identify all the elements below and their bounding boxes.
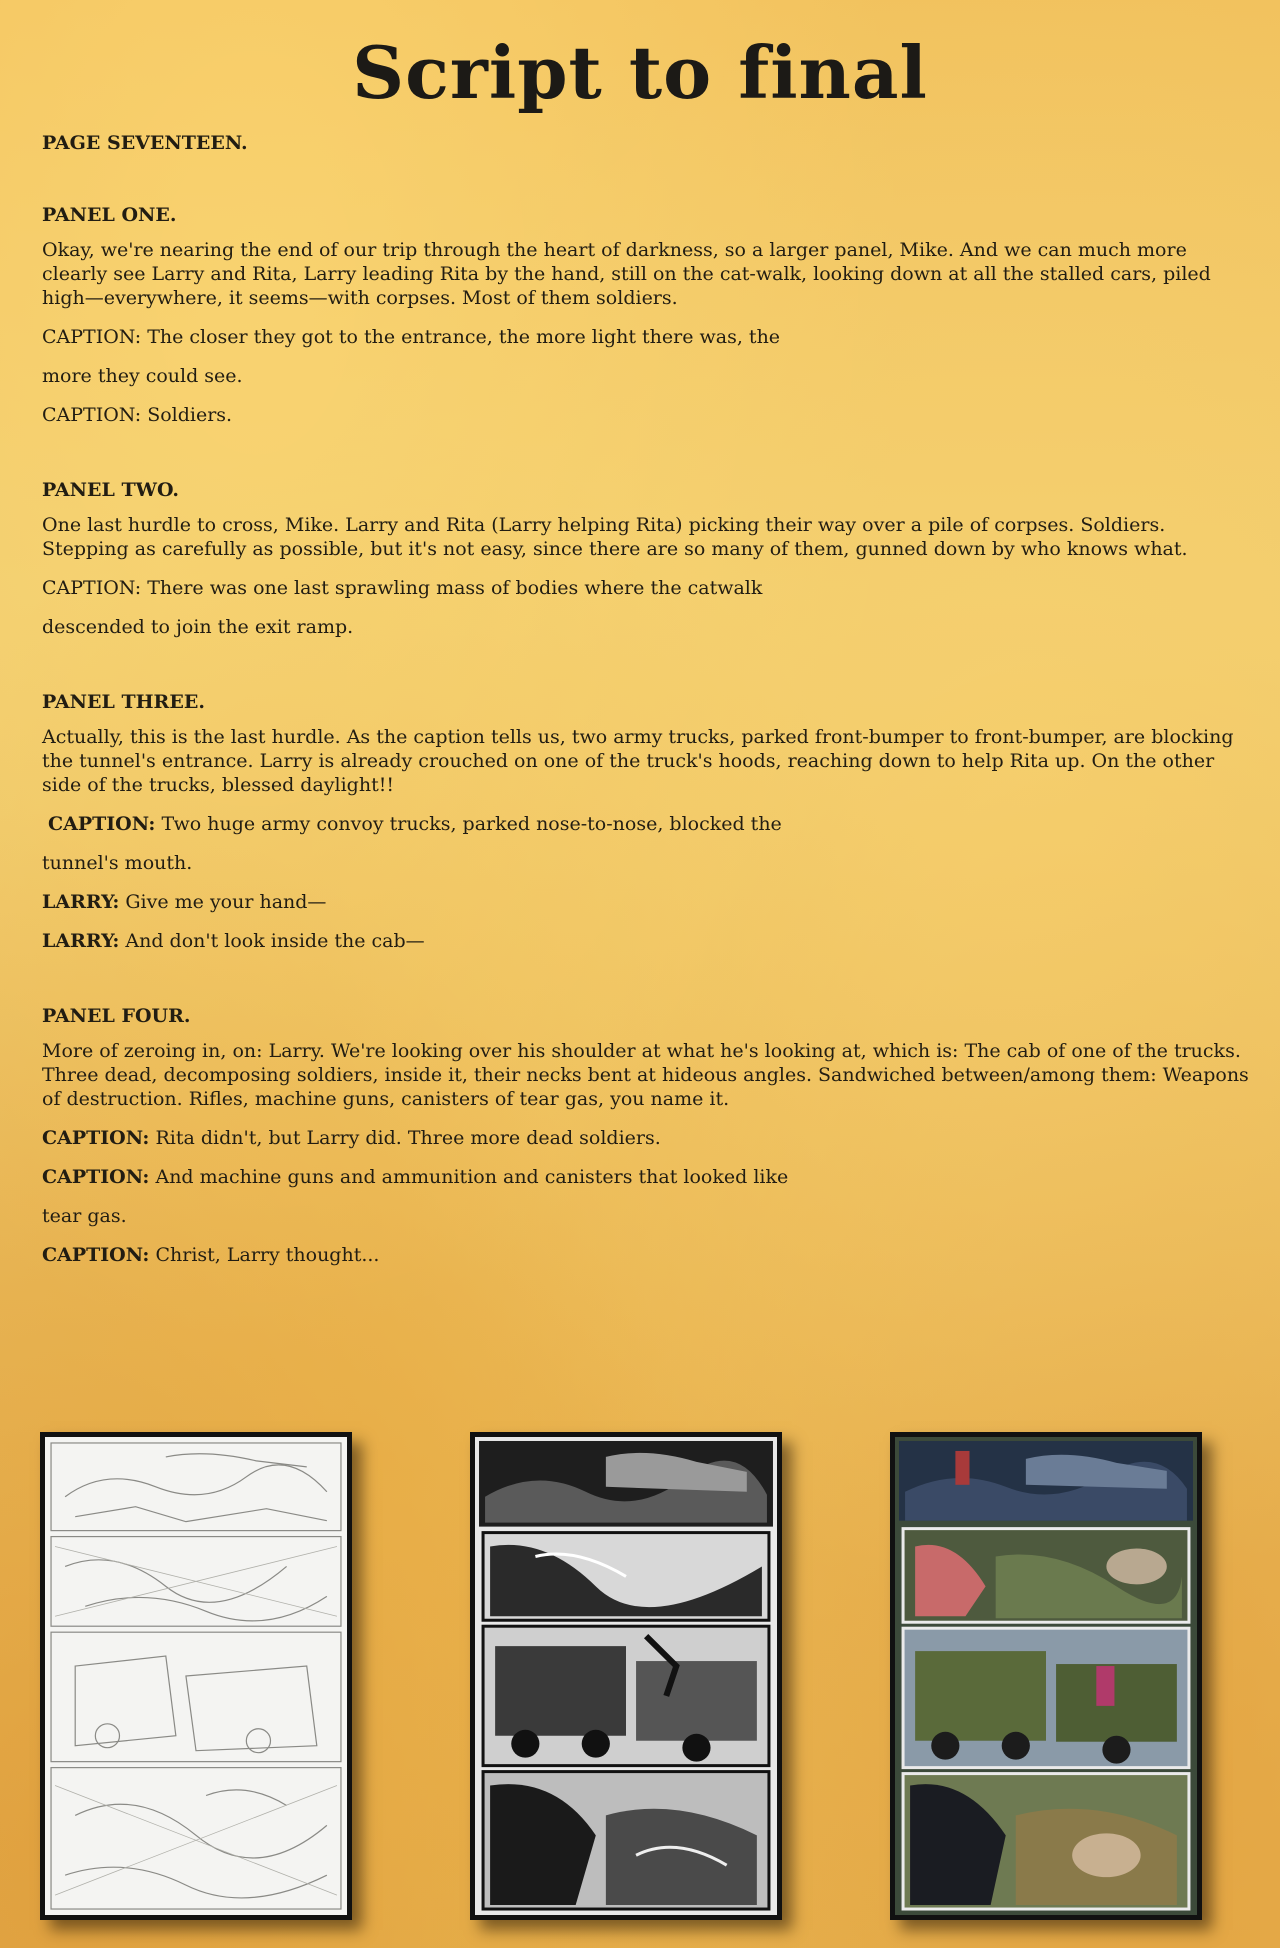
line-text: tunnel's mouth. bbox=[42, 852, 193, 874]
line-label: CAPTION: bbox=[42, 326, 142, 348]
panel-description: One last hurdle to cross, Mike. Larry and Rita (Larry helping Rita) picking their way over a pile of corpses. Soldiers. Stepping as carefully as possible, but it's not easy, since there are so many of them, gunned down by who knows what. bbox=[42, 514, 1188, 560]
caption-line bbox=[42, 608, 1252, 647]
panel-heading: PANEL ONE. bbox=[42, 204, 177, 226]
line-label: CAPTION: bbox=[42, 1244, 150, 1266]
line-text: Two huge army convoy trucks, parked nose-to-nose, blocked the bbox=[155, 813, 782, 835]
line-label: LARRY: bbox=[42, 930, 120, 952]
line-text: Give me your hand— bbox=[119, 891, 327, 913]
panel-heading: PANEL FOUR. bbox=[42, 1005, 191, 1027]
panel-two bbox=[42, 479, 1252, 647]
line-text: descended to join the exit ramp. bbox=[42, 616, 354, 638]
caption-line bbox=[42, 357, 1252, 396]
ink-page-image bbox=[475, 1437, 777, 1915]
page-title: Script to final bbox=[352, 30, 928, 115]
line-text: more they could see. bbox=[42, 365, 243, 387]
caption-line bbox=[42, 396, 1252, 435]
line-text: Rita didn't, but Larry did. Three more dead soldiers. bbox=[149, 1127, 661, 1149]
script-body bbox=[42, 132, 1252, 1319]
panel-one bbox=[42, 204, 1252, 435]
color-page-art bbox=[890, 1432, 1202, 1920]
caption-line bbox=[42, 1119, 1252, 1158]
page-art-row bbox=[0, 1432, 1280, 1932]
line-text: And machine guns and ammunition and canisters that looked like bbox=[149, 1166, 789, 1188]
panel-four bbox=[42, 1005, 1252, 1275]
line-label: CAPTION: bbox=[42, 1127, 150, 1149]
line-label: CAPTION: bbox=[42, 1166, 150, 1188]
line-text: There was one last sprawling mass of bodies where the catwalk bbox=[141, 577, 763, 599]
line-text: And don't look inside the cab— bbox=[119, 930, 425, 952]
caption-line bbox=[42, 1236, 1252, 1275]
caption-line bbox=[42, 318, 1252, 357]
caption-line bbox=[42, 1197, 1252, 1236]
caption-line bbox=[42, 569, 1252, 608]
line-text: The closer they got to the entrance, the more light there was, the bbox=[141, 326, 781, 348]
panel-three bbox=[42, 691, 1252, 961]
line-label: CAPTION: bbox=[48, 813, 156, 835]
dialogue-line bbox=[42, 922, 1252, 961]
pencil-page-art bbox=[40, 1432, 352, 1920]
panel-heading: PANEL TWO. bbox=[42, 479, 179, 501]
line-text: tear gas. bbox=[42, 1205, 127, 1227]
line-label: CAPTION: bbox=[42, 577, 142, 599]
page-heading: PAGE SEVENTEEN. bbox=[42, 132, 248, 154]
caption-line bbox=[42, 1158, 1252, 1197]
line-label: CAPTION: bbox=[42, 404, 142, 426]
panel-description: More of zeroing in, on: Larry. We're looking over his shoulder at what he's looking at, which is: The cab of one of the trucks. Three dead, decomposing soldiers, inside it, their necks bent at hideous angles. Sandwiched between/among them: Weapons of destruction. Rifles, machine guns, canisters of tear gas, you name it. bbox=[42, 1040, 1249, 1110]
panel-heading: PANEL THREE. bbox=[42, 691, 205, 713]
caption-line bbox=[42, 844, 1252, 883]
color-page-image bbox=[895, 1437, 1197, 1915]
ink-page-art bbox=[470, 1432, 782, 1920]
line-text: Soldiers. bbox=[141, 404, 233, 426]
panel-description: Actually, this is the last hurdle. As the caption tells us, two army trucks, parked front-bumper to front-bumper, are blocking the tunnel's entrance. Larry is already crouched on one of the truck's hoods, reaching down to help Rita up. On the other side of the trucks, blessed daylight!! bbox=[42, 726, 1234, 796]
line-label: LARRY: bbox=[42, 891, 120, 913]
panel-description: Okay, we're nearing the end of our trip through the heart of darkness, so a larger panel, Mike. And we can much more clearly see Larry and Rita, Larry leading Rita by the hand, still on the cat-walk, looking down at all the stalled cars, piled high—everywhere, it seems—with corpses. Most of them soldiers. bbox=[42, 239, 1211, 309]
dialogue-line bbox=[42, 883, 1252, 922]
pencil-page-image bbox=[45, 1437, 347, 1915]
line-text: Christ, Larry thought... bbox=[149, 1244, 380, 1266]
caption-line bbox=[42, 805, 1252, 844]
